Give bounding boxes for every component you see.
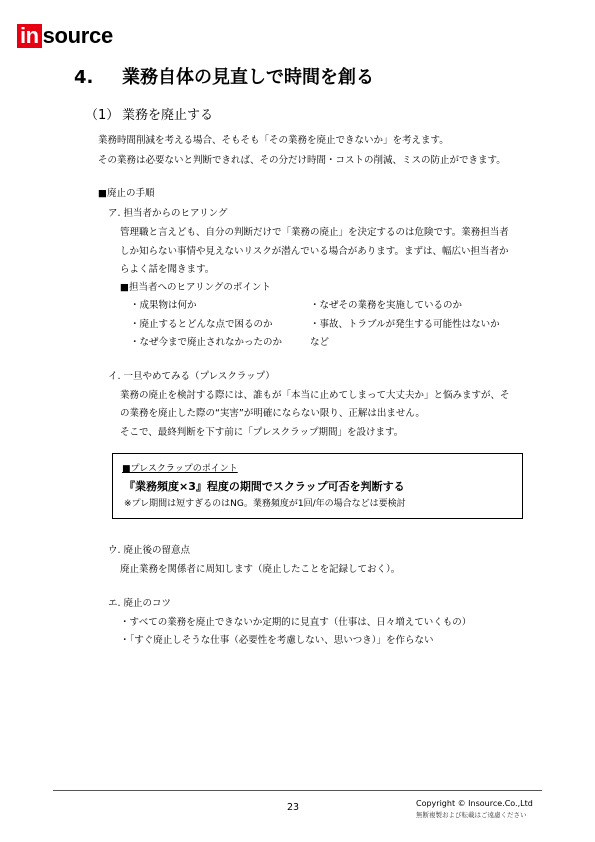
hearing-point-right-3: など bbox=[310, 337, 330, 348]
section-a-title: ア. 担当者からのヒアリング bbox=[108, 208, 228, 219]
procedure-title: ■廃止の手順 bbox=[98, 188, 155, 199]
hearing-point-left-2: ・廃止するとどんな点で困るのか bbox=[130, 319, 273, 330]
hearing-point-left-3: ・なぜ今まで廃止されなかったのか bbox=[130, 337, 283, 348]
logo-in-mark: in bbox=[17, 24, 42, 48]
subsection-number: （1） bbox=[85, 108, 120, 123]
prescrap-points-box bbox=[112, 453, 523, 519]
section-u-para: 廃止業務を関係者に周知します（廃止したことを記録しておく）。 bbox=[120, 564, 401, 575]
subsection-heading bbox=[85, 104, 213, 123]
section-i-title: イ. 一旦やめてみる（プレスクラップ） bbox=[108, 371, 275, 382]
hearing-point-left-1: ・成果物は何か bbox=[130, 300, 197, 311]
section-e-title: エ. 廃止のコツ bbox=[108, 598, 172, 609]
box-title: ■プレスクラップのポイント bbox=[122, 464, 238, 474]
intro-line-1: 業務時間削減を考える場合、そもそも「その業務を廃止できないか」を考えます。 bbox=[98, 135, 449, 146]
section-a-para-2: しか知らない事情や見えないリスクが潜んでいる場合があります。まずは、幅広い担当者か bbox=[120, 246, 509, 257]
section-u-title: ウ. 廃止後の留意点 bbox=[108, 545, 191, 556]
section-i-para-1: 業務の廃止を検討する際には、誰もが「本当に止めてしまって大丈夫か」と悩みますが、そ bbox=[120, 390, 510, 401]
section-a-para-1: 管理職と言えども、自分の判断だけで「業務の廃止」を決定するのは危険です。業務担当者 bbox=[120, 227, 509, 238]
section-e-item-1: ・すべての業務を廃止できないか定期的に見直す（仕事は、日々増えていくもの） bbox=[120, 617, 472, 628]
section-heading bbox=[74, 63, 374, 89]
section-title: 業務自体の見直しで時間を創る bbox=[122, 67, 374, 88]
copyright-notice: 無断複製および転載はご遠慮ください bbox=[416, 811, 527, 819]
insource-logo bbox=[17, 24, 113, 48]
page-number: 23 bbox=[287, 802, 300, 813]
section-i-para-2: の業務を廃止した際の“実害”が明確にならない限り、正解は出ません。 bbox=[120, 408, 425, 419]
hearing-point-right-1: ・なぜその業務を実施しているのか bbox=[310, 300, 463, 311]
intro-line-2: その業務は必要ないと判断できれば、その分だけ時間・コストの削減、ミスの防止ができます。 bbox=[98, 155, 506, 166]
copyright: Copyright © Insource.Co.,Ltd bbox=[416, 799, 533, 808]
section-i-para-3: そこで、最終判断を下す前に「プレスクラップ期間」を設けます。 bbox=[120, 427, 404, 438]
hearing-point-right-2: ・事故、トラブルが発生する可能性はないか bbox=[310, 319, 500, 330]
subsection-title: 業務を廃止する bbox=[122, 108, 214, 123]
hearing-points-title: ■担当者へのヒアリングのポイント bbox=[120, 282, 271, 293]
section-a-para-3: らよく話を聞きます。 bbox=[120, 264, 215, 275]
box-main-point: 『業務頻度×3』程度の期間でスクラップ可否を判断する bbox=[124, 480, 405, 493]
section-number: 4. bbox=[74, 67, 94, 88]
footer-divider bbox=[53, 790, 542, 791]
box-note: ※プレ期間は短すぎるのはNG。業務頻度が1回/年の場合などは要検討 bbox=[124, 499, 406, 509]
logo-wordmark: source bbox=[42, 23, 113, 48]
section-e-item-2: ・「すぐ廃止しそうな仕事（必要性を考慮しない、思いつき）」を作らない bbox=[120, 635, 434, 646]
